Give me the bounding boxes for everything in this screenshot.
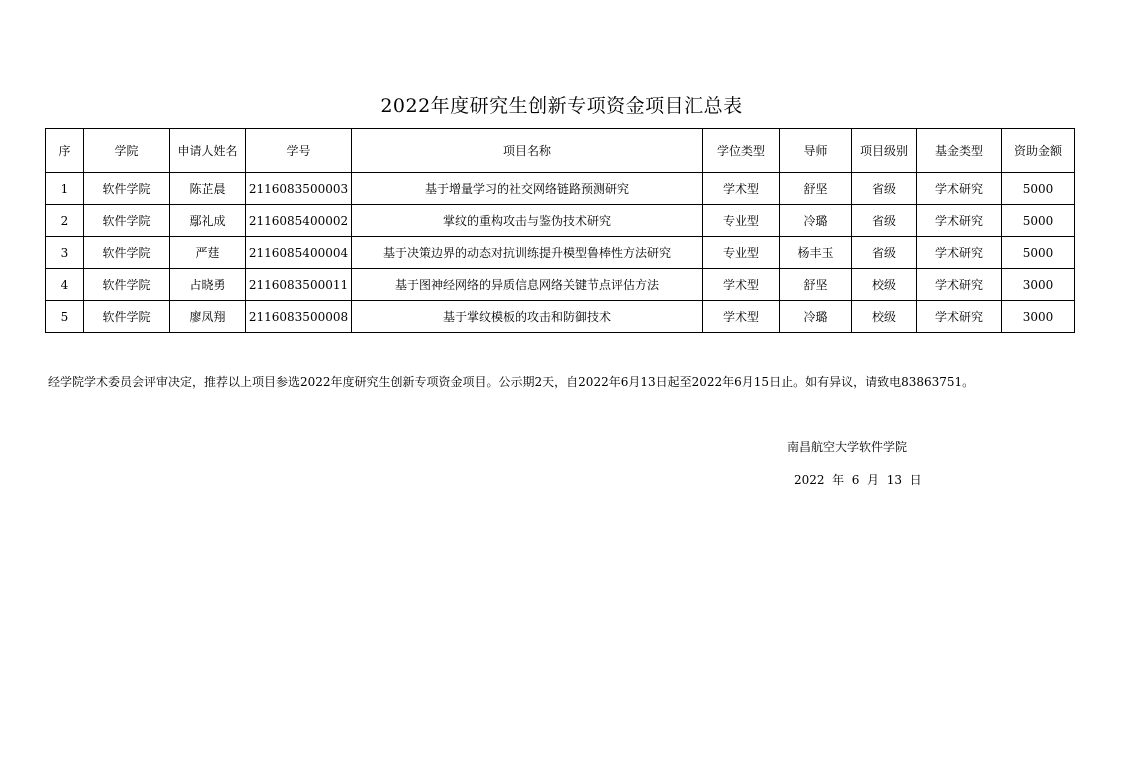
- cell-student-id: 2116085400004: [246, 237, 352, 269]
- header-supervisor: 导师: [780, 129, 852, 173]
- header-student-id: 学号: [246, 129, 352, 173]
- table-header-row: [46, 129, 1075, 173]
- table-row: [46, 173, 1075, 205]
- cell-applicant-name: 占晓勇: [170, 269, 246, 301]
- cell-funding-amount: 3000: [1002, 301, 1075, 333]
- cell-college: 软件学院: [84, 269, 170, 301]
- issue-date: 2022 年 6 月 13 日: [794, 473, 922, 487]
- cell-project-level: 省级: [852, 173, 917, 205]
- cell-college: 软件学院: [84, 301, 170, 333]
- cell-funding-amount: 3000: [1002, 269, 1075, 301]
- header-fund-type: 基金类型: [917, 129, 1002, 173]
- project-summary-table: [45, 128, 1075, 333]
- document-title: 2022年度研究生创新专项资金项目汇总表: [380, 95, 743, 117]
- cell-degree-type: 学术型: [703, 173, 780, 205]
- cell-applicant-name: 陈芷晨: [170, 173, 246, 205]
- cell-project-name: 基于增量学习的社交网络链路预测研究: [352, 173, 703, 205]
- cell-supervisor: 杨丰玉: [780, 237, 852, 269]
- cell-funding-amount: 5000: [1002, 237, 1075, 269]
- cell-index: 3: [46, 237, 84, 269]
- cell-index: 5: [46, 301, 84, 333]
- table-row: [46, 205, 1075, 237]
- cell-fund-type: 学术研究: [917, 237, 1002, 269]
- cell-project-name: 基于决策边界的动态对抗训练提升模型鲁棒性方法研究: [352, 237, 703, 269]
- header-applicant-name: 申请人姓名: [170, 129, 246, 173]
- cell-supervisor: 舒坚: [780, 173, 852, 205]
- cell-project-level: 校级: [852, 269, 917, 301]
- cell-degree-type: 学术型: [703, 269, 780, 301]
- header-degree-type: 学位类型: [703, 129, 780, 173]
- cell-college: 软件学院: [84, 205, 170, 237]
- cell-applicant-name: 鄢礼成: [170, 205, 246, 237]
- cell-college: 软件学院: [84, 237, 170, 269]
- table-row: [46, 237, 1075, 269]
- header-funding-amount: 资助金额: [1002, 129, 1075, 173]
- cell-index: 1: [46, 173, 84, 205]
- review-notice: 经学院学术委员会评审决定，推荐以上项目参选2022年度研究生创新专项资金项目。公示期2天，自2022年6月13日起至2022年6月15日止。如有异议，请致电83863751。: [48, 375, 975, 389]
- cell-funding-amount: 5000: [1002, 205, 1075, 237]
- table-row: [46, 301, 1075, 333]
- cell-student-id: 2116083500003: [246, 173, 352, 205]
- cell-funding-amount: 5000: [1002, 173, 1075, 205]
- cell-degree-type: 专业型: [703, 237, 780, 269]
- cell-project-name: 基于图神经网络的异质信息网络关键节点评估方法: [352, 269, 703, 301]
- cell-degree-type: 专业型: [703, 205, 780, 237]
- header-index: 序: [46, 129, 84, 173]
- cell-fund-type: 学术研究: [917, 173, 1002, 205]
- cell-student-id: 2116083500008: [246, 301, 352, 333]
- cell-project-name: 基于掌纹模板的攻击和防御技术: [352, 301, 703, 333]
- cell-supervisor: 冷璐: [780, 301, 852, 333]
- cell-project-level: 省级: [852, 237, 917, 269]
- table-row: [46, 269, 1075, 301]
- cell-index: 4: [46, 269, 84, 301]
- cell-degree-type: 学术型: [703, 301, 780, 333]
- cell-project-level: 校级: [852, 301, 917, 333]
- cell-student-id: 2116083500011: [246, 269, 352, 301]
- issuing-organization: 南昌航空大学软件学院: [787, 440, 908, 454]
- cell-applicant-name: 廖凤翔: [170, 301, 246, 333]
- header-project-level: 项目级别: [852, 129, 917, 173]
- cell-fund-type: 学术研究: [917, 269, 1002, 301]
- cell-fund-type: 学术研究: [917, 205, 1002, 237]
- cell-project-level: 省级: [852, 205, 917, 237]
- cell-fund-type: 学术研究: [917, 301, 1002, 333]
- header-college: 学院: [84, 129, 170, 173]
- cell-index: 2: [46, 205, 84, 237]
- header-project-name: 项目名称: [352, 129, 703, 173]
- cell-supervisor: 舒坚: [780, 269, 852, 301]
- cell-applicant-name: 严莛: [170, 237, 246, 269]
- cell-student-id: 2116085400002: [246, 205, 352, 237]
- cell-project-name: 掌纹的重构攻击与鉴伪技术研究: [352, 205, 703, 237]
- cell-college: 软件学院: [84, 173, 170, 205]
- cell-supervisor: 冷璐: [780, 205, 852, 237]
